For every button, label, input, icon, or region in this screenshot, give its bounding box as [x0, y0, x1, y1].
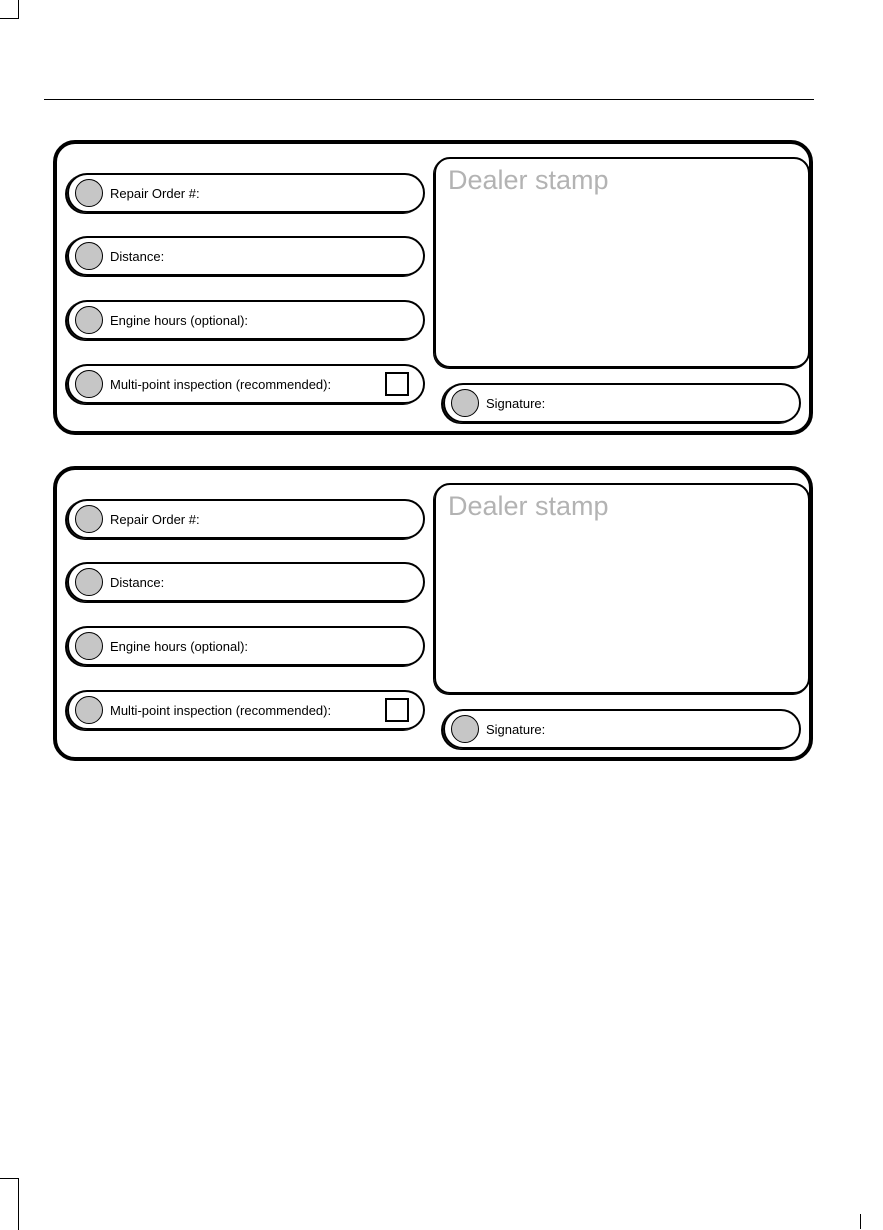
- dealer-stamp-box: [434, 157, 810, 368]
- field-bubble-icon: [75, 179, 103, 207]
- engine-hours-label: Engine hours (optional):: [110, 639, 249, 654]
- repair-order-label: Repair Order #:: [110, 512, 200, 527]
- inspection-checkbox[interactable]: [385, 372, 409, 396]
- inspection-field: [67, 690, 425, 730]
- field-bubble-icon: [451, 715, 479, 743]
- field-bubble-icon: [75, 505, 103, 533]
- distance-label: Distance:: [110, 575, 165, 590]
- inspection-checkbox[interactable]: [385, 698, 409, 722]
- signature-field[interactable]: [443, 709, 801, 749]
- field-bubble-icon: [75, 696, 103, 724]
- field-bubble-icon: [451, 389, 479, 417]
- repair-order-field[interactable]: [67, 499, 425, 539]
- engine-hours-field[interactable]: [67, 300, 425, 340]
- repair-order-label: Repair Order #:: [110, 186, 200, 201]
- crop-mark-bottom-left: [0, 1178, 19, 1230]
- dealer-stamp-label: Dealer stamp: [448, 165, 609, 195]
- service-record-card-1: [53, 140, 813, 435]
- dealer-stamp-box: [434, 483, 810, 694]
- repair-order-field[interactable]: [67, 173, 425, 213]
- distance-label: Distance:: [110, 249, 165, 264]
- signature-label: Signature:: [486, 396, 546, 411]
- engine-hours-label: Engine hours (optional):: [110, 313, 249, 328]
- distance-field[interactable]: [67, 562, 425, 602]
- signature-field[interactable]: [443, 383, 801, 423]
- signature-label: Signature:: [486, 722, 546, 737]
- service-record-card-2: [53, 466, 813, 761]
- engine-hours-field[interactable]: [67, 626, 425, 666]
- field-bubble-icon: [75, 632, 103, 660]
- inspection-label: Multi-point inspection (recommended):: [110, 703, 332, 718]
- inspection-field: [67, 364, 425, 404]
- field-bubble-icon: [75, 306, 103, 334]
- crop-mark-bottom-right: [860, 1214, 861, 1229]
- distance-field[interactable]: [67, 236, 425, 276]
- header-rule: [44, 99, 814, 100]
- field-bubble-icon: [75, 242, 103, 270]
- field-bubble-icon: [75, 370, 103, 398]
- field-bubble-icon: [75, 568, 103, 596]
- dealer-stamp-label: Dealer stamp: [448, 491, 609, 521]
- crop-mark-top-left: [0, 0, 19, 19]
- inspection-label: Multi-point inspection (recommended):: [110, 377, 332, 392]
